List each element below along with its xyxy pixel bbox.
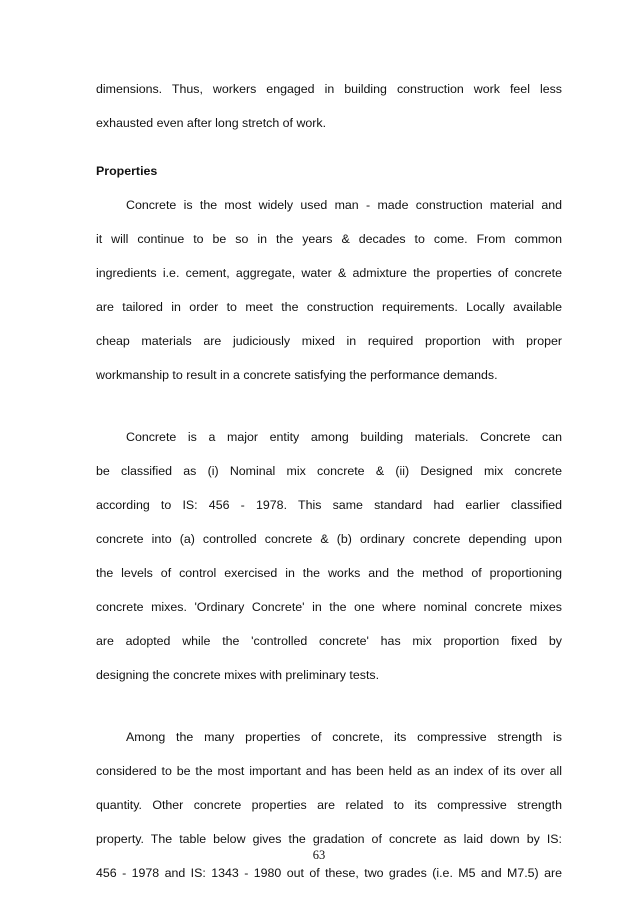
text-line: 456 - 1978 and IS: 1343 - 1980 out of these, two grades (i.e. M5 and M7.5) are [96,866,562,880]
continuation-paragraph [96,72,562,140]
document-page [96,72,562,890]
text-line: the levels of control exercised in the works and the method of proportioning [96,566,562,580]
text-line: according to IS: 456 - 1978. This same standard had earlier classified [96,498,562,512]
text-line: Concrete is a major entity among building materials. Concrete can [126,430,562,444]
page-number: 63 [312,848,326,862]
text-line: are tailored in order to meet the construction requirements. Locally available [96,300,562,314]
text-line: property. The table below gives the gradation of concrete as laid down by IS: [96,832,562,846]
text-line: considered to be the most important and has been held as an index of its over all [96,764,562,778]
paragraph-2 [96,420,562,692]
text-line: Concrete is the most widely used man - made construction material and [126,198,562,212]
text-line: it will continue to be so in the years & decades to come. From common [96,232,562,246]
text-line: dimensions. Thus, workers engaged in building construction work feel less [96,82,562,96]
paragraph-1 [96,188,562,392]
paragraph-3 [96,720,562,890]
text-line: ingredients i.e. cement, aggregate, water & admixture the properties of concrete [96,266,562,280]
text-line: quantity. Other concrete properties are related to its compressive strength [96,798,562,812]
text-line: concrete into (a) controlled concrete & (b) ordinary concrete depending upon [96,532,562,546]
section-heading: Properties [96,164,158,178]
paragraph-gap [96,692,562,720]
text-line: be classified as (i) Nominal mix concrete & (ii) Designed mix concrete [96,464,562,478]
text-line: Among the many properties of concrete, its compressive strength is [126,730,562,744]
paragraph-gap [96,392,562,420]
text-line: exhausted even after long stretch of work. [96,116,327,130]
text-line: designing the concrete mixes with preliminary tests. [96,668,380,682]
text-line: concrete mixes. 'Ordinary Concrete' in the one where nominal concrete mixes [96,600,562,614]
text-line: are adopted while the 'controlled concrete' has mix proportion fixed by [96,634,562,648]
text-line: workmanship to result in a concrete satisfying the performance demands. [96,368,498,382]
text-line: cheap materials are judiciously mixed in required proportion with proper [96,334,562,348]
